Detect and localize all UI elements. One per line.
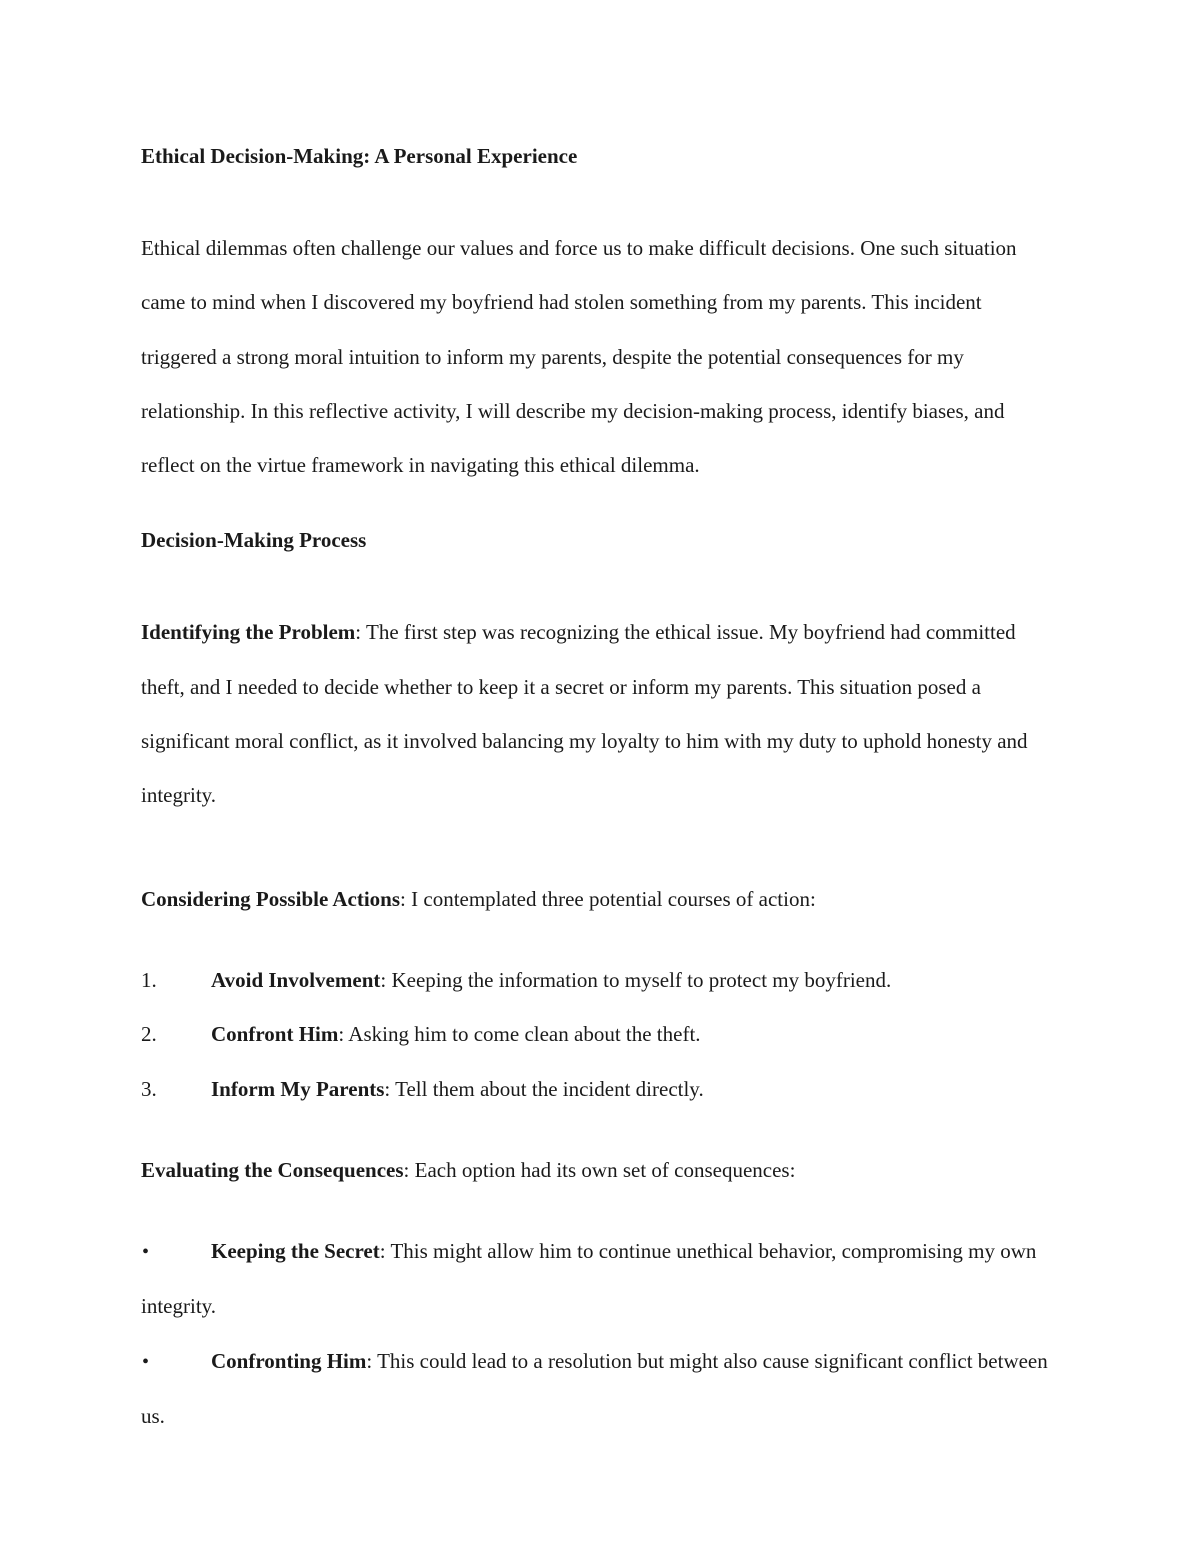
list-item (141, 1062, 1061, 1116)
list-item-text: : This might allow him to continue unethical behavior, compromising my own integrity. (141, 1239, 1037, 1319)
list-item-label: Avoid Involvement (211, 967, 381, 992)
list-item (141, 953, 1061, 1007)
list-item-text: : This could lead to a resolution but might also cause significant conflict between us. (141, 1348, 1048, 1429)
identifying-problem-text: : The first step was recognizing the ethical issue. My boyfriend had committed theft, and I needed to decide whether to keep it a secret or inform my parents. This situation posed a significant moral conflict, as it involved balancing my loyalty to him with my duty to uphold honesty and integrity. (141, 620, 1028, 808)
list-item (141, 1334, 1061, 1444)
document-content (141, 140, 1061, 1443)
considering-actions-paragraph (141, 872, 1061, 926)
list-item-text: : Keeping the information to myself to protect my boyfriend. (380, 967, 892, 992)
identifying-problem-label: Identifying the Problem (141, 620, 356, 645)
list-item-text: : Asking him to come clean about the theft. (338, 1022, 701, 1047)
list-item-label: Confront Him (211, 1022, 339, 1047)
intro-paragraph: Ethical dilemmas often challenge our values and force us to make difficult decisions. One such situation came to mind when I discovered my boyfriend had stolen something from my parents. This incident triggered a strong moral intuition to inform my parents, despite the potential consequences for my relationship. In this reflective activity, I will describe my decision-making process, identify biases, and reflect on the virtue framework in navigating this ethical dilemma. (141, 236, 1017, 478)
section-heading: Decision-Making Process (141, 528, 367, 553)
document-title: Ethical Decision-Making: A Personal Experience (141, 144, 578, 168)
list-item-label: Keeping the Secret (211, 1239, 380, 1264)
list-item (141, 1007, 1061, 1061)
considering-actions-text: : I contemplated three potential courses of action: (400, 886, 816, 911)
list-number: 2. (141, 1022, 157, 1047)
list-item-text: : Tell them about the incident directly. (384, 1076, 704, 1101)
evaluating-consequences-text: : Each option had its own set of consequences: (403, 1157, 796, 1182)
list-item-label: Confronting Him (211, 1348, 367, 1373)
evaluating-consequences-label: Evaluating the Consequences (141, 1157, 404, 1182)
consequences-list (141, 1224, 1061, 1443)
considering-actions-label: Considering Possible Actions (141, 886, 401, 911)
list-number: 1. (141, 967, 157, 992)
list-item-label: Inform My Parents (211, 1076, 385, 1101)
bullet-icon: • (142, 1241, 150, 1264)
list-item (141, 1224, 1061, 1334)
identifying-problem-paragraph (141, 605, 1061, 822)
actions-list (141, 953, 1061, 1116)
list-number: 3. (141, 1076, 157, 1101)
bullet-icon: • (142, 1350, 150, 1373)
evaluating-consequences-paragraph (141, 1143, 1061, 1197)
